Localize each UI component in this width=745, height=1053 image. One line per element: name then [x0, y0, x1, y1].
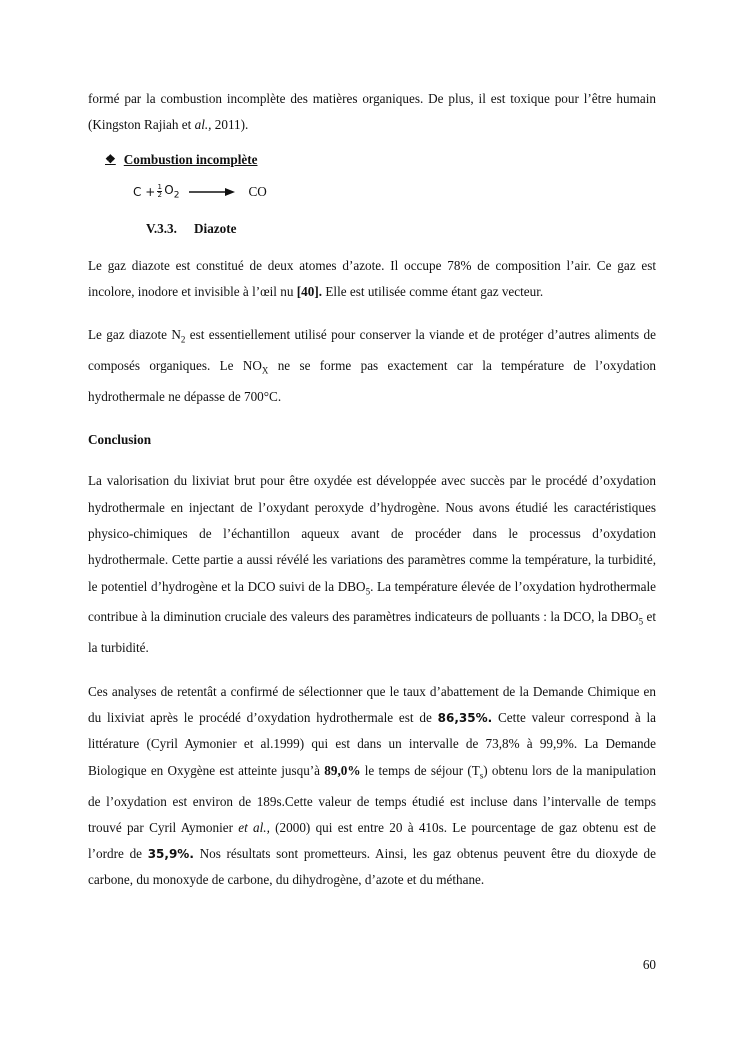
section-heading: [146, 219, 656, 239]
paragraph-diazote-2: Le gaz diazote $N_2$ est essentiellement utilisé pour conserver la viande et de protéger d’autres aliments de composés organiques. Le $NO_X$ ne se forme pas exactement car la température de l’oxydation hydrothermale ne dépasse de 700°C.: [88, 327, 657, 405]
bullet-heading: [105, 152, 656, 168]
document-page: [88, 86, 656, 911]
paragraph-conclusion-1: La valorisation du lixiviat brut pour être oxydée est développée avec succès par le procédé d’oxydation hydrothermale en injectant de l’oxydant peroxyde d’hydrogène. Nous avons étudié les caractéristiques physico-chimiques de l’échantillon aqueux avant de procéder dans le processus d’oxydation hydrothermale. Cette partie a aussi révélé les variations des paramètres comme la température, la turbidité, le potentiel d’hydrogène et la DCO suivi de la $DBO_5$. La température élevée de l’oxydation hydrothermale contribue à la diminution cruciale des valeurs des paramètres indicateurs de polluants : la DCO, la $DBO_5$ et la turbidité.: [88, 473, 656, 656]
value-highlight: 35,9%.: [147, 847, 194, 862]
section-title: Diazote: [194, 220, 237, 236]
diamond-bullet-icon: ❖: [105, 152, 116, 167]
paragraph-diazote-1: Le gaz diazote est constitué de deux atomes d’azote. Il occupe 78% de composition l’air. Ce gaz est incolore, inodore et invisible à l’œil nu [40]. Elle est utilisée comme étant gaz vecteur.: [88, 257, 656, 299]
paragraph-conclusion-2: Ces analyses de retentât a confirmé de sélectionner que le taux d’abattement de la Demande Chimique en du lixiviat après le procédé d’oxydation hydrothermale est de 86,35%. Cette valeur correspond à la littérature (Cyril Aymonier et al.1999) qui est dans un intervalle de 73,8% à 99,9%. La Demande Biologique en Oxygène est atteinte jusqu’à 89,0% le temps de séjour $(T_s)$ obtenu lors de la manipulation de l’oxydation est environ de 189s.Cette valeur de temps étudié est incluse dans l’intervalle de temps trouvé par Cyril Aymonier et al., (2000) qui est entre 20 à 410s. Le pourcentage de gaz obtenu est de l’ordre de 35,9%. Nos résultats sont prometteurs. Ainsi, les gaz obtenus peuvent être du dioxyde de carbone, du monoxyde de carbone, du dihydrogène, d’azote et du méthane.: [88, 683, 657, 888]
section-number: V.3.3.: [146, 220, 177, 236]
reaction-arrow-icon: [189, 187, 235, 197]
equation-reactant: C +: [133, 184, 156, 199]
conclusion-heading: Conclusion: [88, 432, 152, 448]
equation-oxygen: $O_2$: [164, 182, 180, 201]
equation-product: CO: [248, 183, 267, 199]
page-number: 60: [642, 957, 656, 972]
bullet-heading-title: Combustion incomplète: [123, 151, 258, 167]
value-highlight: 89,0%: [324, 762, 361, 778]
intro-paragraph: formé par la combustion incomplète des matières organiques. De plus, il est toxique pour l’être humain (Kingston Rajiah et al., 2011).: [88, 91, 656, 133]
value-highlight: 86,35%.: [437, 711, 493, 726]
combustion-equation: [133, 181, 656, 203]
reference: [40].: [296, 283, 323, 299]
equation-fraction: $\frac{1}{2}$: [157, 183, 162, 200]
